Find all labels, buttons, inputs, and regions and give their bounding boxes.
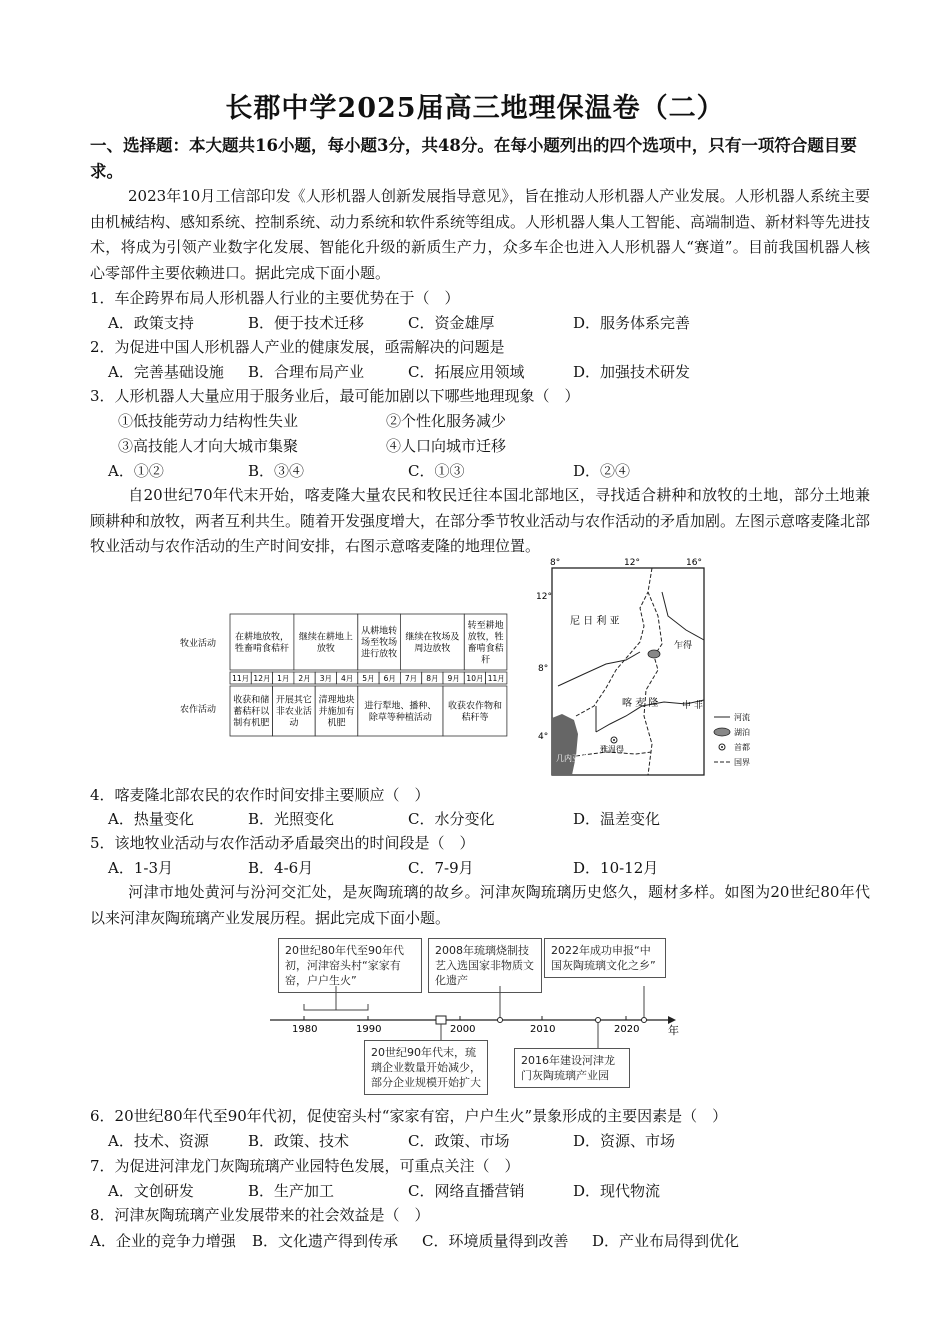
cameroon-map [536, 556, 798, 778]
q6-option-d[interactable]: D．资源、市场 [573, 1132, 676, 1150]
timeline-box-2008: 2008年琉璃烧制技艺入选国家非物质文化遗产 [428, 938, 542, 993]
question-2-stem: 2．为促进中国人形机器人产业的健康发展，亟需解决的问题是 [90, 338, 505, 356]
q3-option-a[interactable]: A．①② [108, 462, 164, 480]
month-label-9: 7月 [404, 674, 418, 683]
q7-option-d[interactable]: D．现代物流 [573, 1182, 661, 1200]
q1-option-c[interactable]: C．资金雄厚 [408, 314, 495, 332]
map-lon-8: 8° [550, 558, 561, 568]
capital-dot [613, 739, 615, 741]
passage-1 [90, 184, 870, 286]
map-country-nigeria: 尼 日 利 亚 [570, 616, 620, 627]
map-capital-label: 雅温得 [600, 745, 624, 754]
map-lat-4: 4° [538, 732, 549, 742]
q3-item-2: ②个性化服务减少 [386, 412, 507, 430]
section-heading: 一、选择题：本大题共16小题，每小题3分，共48分。在每小题列出的四个选项中，只有一项符合题目要求。 [90, 136, 857, 181]
farming-text-4: 进行犁地、播种、除草等种植活动 [364, 701, 437, 723]
month-label-10: 8月 [426, 674, 439, 683]
q3-option-d[interactable]: D．②④ [573, 462, 631, 480]
pastoral-text-5: 转至耕地放牧，牲畜啃食秸秆 [467, 620, 504, 666]
map-sea-label: 几内亚湾 [556, 754, 588, 763]
month-label-5: 3月 [319, 674, 332, 683]
pastoral-text-1: 在耕地放牧，牲畜啃食秸秆 [234, 632, 289, 654]
timeline-dot-2008 [498, 1018, 503, 1023]
legend-lake: 湖泊 [734, 728, 750, 737]
timeline-box-1990s: 20世纪90年代末，琉璃企业数量开始减少，部分企业规模开始扩大 [364, 1040, 488, 1095]
timeline-tick-2000: 2000 [450, 1024, 476, 1035]
q8-option-b[interactable]: B．文化遗产得到传承 [252, 1232, 399, 1250]
question-8-stem: 8．河津灰陶琉璃产业发展带来的社会效益是（ ） [90, 1206, 430, 1224]
farming-text-2: 开展其它非农业活动 [275, 695, 312, 729]
q2-option-a[interactable]: A．完善基础设施 [108, 363, 224, 381]
calendar-figure [180, 612, 515, 740]
border-east [644, 568, 662, 775]
q8-option-c[interactable]: C．环境质量得到改善 [422, 1232, 569, 1250]
timeline-box-2016: 2016年建设河津龙门灰陶琉璃产业园 [514, 1048, 630, 1088]
calendar-label-farming: 农作活动 [180, 705, 217, 715]
passage-2-text: 自20世纪70年代末开始，喀麦隆大量农民和牧民迁往本国北部地区，寻找适合耕种和放牧的土地，部分土地兼顾耕种和放牧，两者互利共生。随着开发强度增大，在部分季节牧业活动与农作活动的矛盾加剧。左图示意喀麦隆北部牧业活动与农作活动的生产时间安排，右图示意喀麦隆的地理位置。 [90, 486, 871, 555]
passage-2 [90, 483, 870, 560]
timeline-marker-1990s [436, 1016, 446, 1024]
legend-river: 河流 [734, 713, 750, 722]
map-lon-16: 16° [686, 558, 702, 568]
q7-option-b[interactable]: B．生产加工 [248, 1182, 335, 1200]
q8-option-a[interactable]: A．企业的竞争力增强 [90, 1232, 236, 1250]
q5-option-c[interactable]: C．7-9月 [408, 859, 474, 877]
pastoral-text-2: 继续在耕地上放牧 [298, 632, 353, 654]
q4-option-a[interactable]: A．热量变化 [108, 810, 194, 828]
lake-chad [648, 650, 660, 658]
month-label-11: 9月 [447, 674, 460, 683]
map-country-car: 中 非 [682, 701, 703, 711]
farming-text-1: 收获和储蓄秸秆以制有机肥 [233, 695, 270, 729]
month-label-4: 2月 [298, 674, 311, 683]
timeline-arrow [668, 1016, 676, 1024]
map-lon-12: 12° [624, 558, 640, 568]
timeline-dot-2022 [642, 1018, 647, 1023]
month-label-1: 11月 [232, 674, 250, 683]
q4-option-d[interactable]: D．温差变化 [573, 810, 661, 828]
question-3-stem: 3．人形机器人大量应用于服务业后，最可能加剧以下哪些地理现象（ ） [90, 387, 580, 405]
month-label-12: 10月 [466, 674, 484, 683]
q1-option-a[interactable]: A．政策支持 [108, 314, 194, 332]
timeline-box-1980s: 20世纪80年代至90年代初，河津窑头村“家家有窑，户户生火” [278, 938, 422, 993]
q3-option-b[interactable]: B．③④ [248, 462, 305, 480]
passage-1-text: 2023年10月工信部印发《人形机器人创新发展指导意见》，旨在推动人形机器人产业发展。人形机器人系统主要由机械结构、感知系统、控制系统、动力系统和软件系统等组成。人形机器人集人工智能、高端制造、新材料等先进技术，将成为引领产业数字化发展、智能化升级的新质生产力，众多车企也进入人形机器人“赛道”。目前我国机器人核心零部件主要依赖进口。据此完成下面小题。 [90, 187, 871, 282]
question-4-options [108, 808, 868, 830]
question-5-stem: 5．该地牧业活动与农作活动矛盾最突出的时间段是（ ） [90, 834, 475, 852]
passage-3 [90, 880, 870, 931]
timeline-tick-1980: 1980 [292, 1024, 318, 1035]
question-8-options [90, 1230, 850, 1252]
question-7-options [108, 1180, 868, 1202]
question-3-options [108, 460, 868, 482]
farming-text-3: 清理地块并施加有机肥 [318, 695, 355, 729]
timeline-tick-2010: 2010 [530, 1024, 556, 1035]
question-5-options [108, 857, 868, 879]
timeline-axis [270, 936, 690, 1096]
month-label-6: 4月 [341, 674, 354, 683]
map-country-cameroon: 喀 麦 隆 [622, 698, 659, 709]
map-lat-12: 12° [536, 592, 552, 602]
map-legend [714, 712, 750, 767]
q5-option-b[interactable]: B．4-6月 [248, 859, 314, 877]
pastoral-text-4: 继续在牧场及周边放牧 [405, 632, 460, 654]
timeline-figure [270, 936, 690, 1096]
q7-option-c[interactable]: C．网络直播营销 [408, 1182, 525, 1200]
passage-3-text: 河津市地处黄河与汾河交汇处，是灰陶琉璃的故乡。河津灰陶琉璃历史悠久，题材多样。如图为20世纪80年代以来河津灰陶琉璃产业发展历程。据此完成下面小题。 [90, 883, 870, 927]
question-2-options [108, 361, 868, 383]
timeline-dot-2016 [596, 1018, 601, 1023]
legend-capital: 首都 [734, 743, 750, 752]
river-chari [662, 592, 704, 640]
q2-option-d[interactable]: D．加强技术研发 [573, 363, 691, 381]
q7-option-a[interactable]: A．文创研发 [108, 1182, 194, 1200]
timeline-unit: 年 [668, 1024, 679, 1037]
q3-item-4: ④人口向城市迁移 [386, 437, 507, 455]
month-label-13: 11月 [487, 674, 505, 683]
timeline-box-2022: 2022年成功申报“中国灰陶琉璃文化之乡” [544, 938, 666, 978]
month-label-2: 12月 [253, 674, 271, 683]
month-label-8: 6月 [383, 674, 396, 683]
q4-option-c[interactable]: C．水分变化 [408, 810, 495, 828]
q1-option-d[interactable]: D．服务体系完善 [573, 314, 691, 332]
question-7-stem: 7．为促进河津龙门灰陶琉璃产业园特色发展，可重点关注（ ） [90, 1157, 520, 1175]
timeline-tick-2020: 2020 [614, 1024, 640, 1035]
q5-option-a[interactable]: A．1-3月 [108, 859, 173, 877]
month-label-7: 5月 [362, 674, 375, 683]
month-label-3: 1月 [277, 674, 290, 683]
q2-option-c[interactable]: C．拓展应用领域 [408, 363, 525, 381]
exam-title: 长郡中学2025届高三地理保温卷（二） [225, 93, 725, 124]
calendar-label-pastoral: 牧业活动 [180, 639, 217, 649]
question-6-options [108, 1130, 868, 1152]
map-country-chad: 乍得 [674, 641, 693, 651]
question-1-options [108, 312, 868, 334]
q6-option-a[interactable]: A．技术、资源 [108, 1132, 209, 1150]
timeline-tick-1990: 1990 [356, 1024, 382, 1035]
q3-item-1: ①低技能劳动力结构性失业 [118, 412, 299, 430]
q6-option-c[interactable]: C．政策、市场 [408, 1132, 510, 1150]
timeline-bracket-1980s [304, 986, 368, 1010]
q4-option-b[interactable]: B．光照变化 [248, 810, 335, 828]
legend-border: 国界 [734, 758, 750, 767]
map-lat-8: 8° [538, 664, 549, 674]
gulf-of-guinea-shape [552, 714, 578, 775]
q2-option-b[interactable]: B．合理布局产业 [248, 363, 365, 381]
question-4-stem: 4．喀麦隆北部农民的农作时间安排主要顺应（ ） [90, 786, 430, 804]
farming-text-5: 收获农作物和秸秆等 [447, 701, 502, 723]
q3-item-3: ③高技能人才向大城市集聚 [118, 437, 299, 455]
pastoral-text-3: 从耕地转场至牧场进行放牧 [361, 626, 398, 660]
q8-option-d[interactable]: D．产业布局得到优化 [592, 1232, 740, 1250]
question-3-items-row1 [118, 410, 878, 432]
q1-option-b[interactable]: B．便于技术迁移 [248, 314, 365, 332]
question-1-stem: 1．车企跨界布局人形机器人行业的主要优势在于（ ） [90, 289, 460, 307]
q5-option-d[interactable]: D．10-12月 [573, 859, 659, 877]
question-6-stem: 6．20世纪80年代至90年代初，促使窑头村“家家有窑，户户生火”景象形成的主要因素是（ ） [90, 1107, 728, 1125]
question-3-items-row2 [118, 435, 878, 457]
q6-option-b[interactable]: B．政策、技术 [248, 1132, 350, 1150]
q3-option-c[interactable]: C．①③ [408, 462, 465, 480]
